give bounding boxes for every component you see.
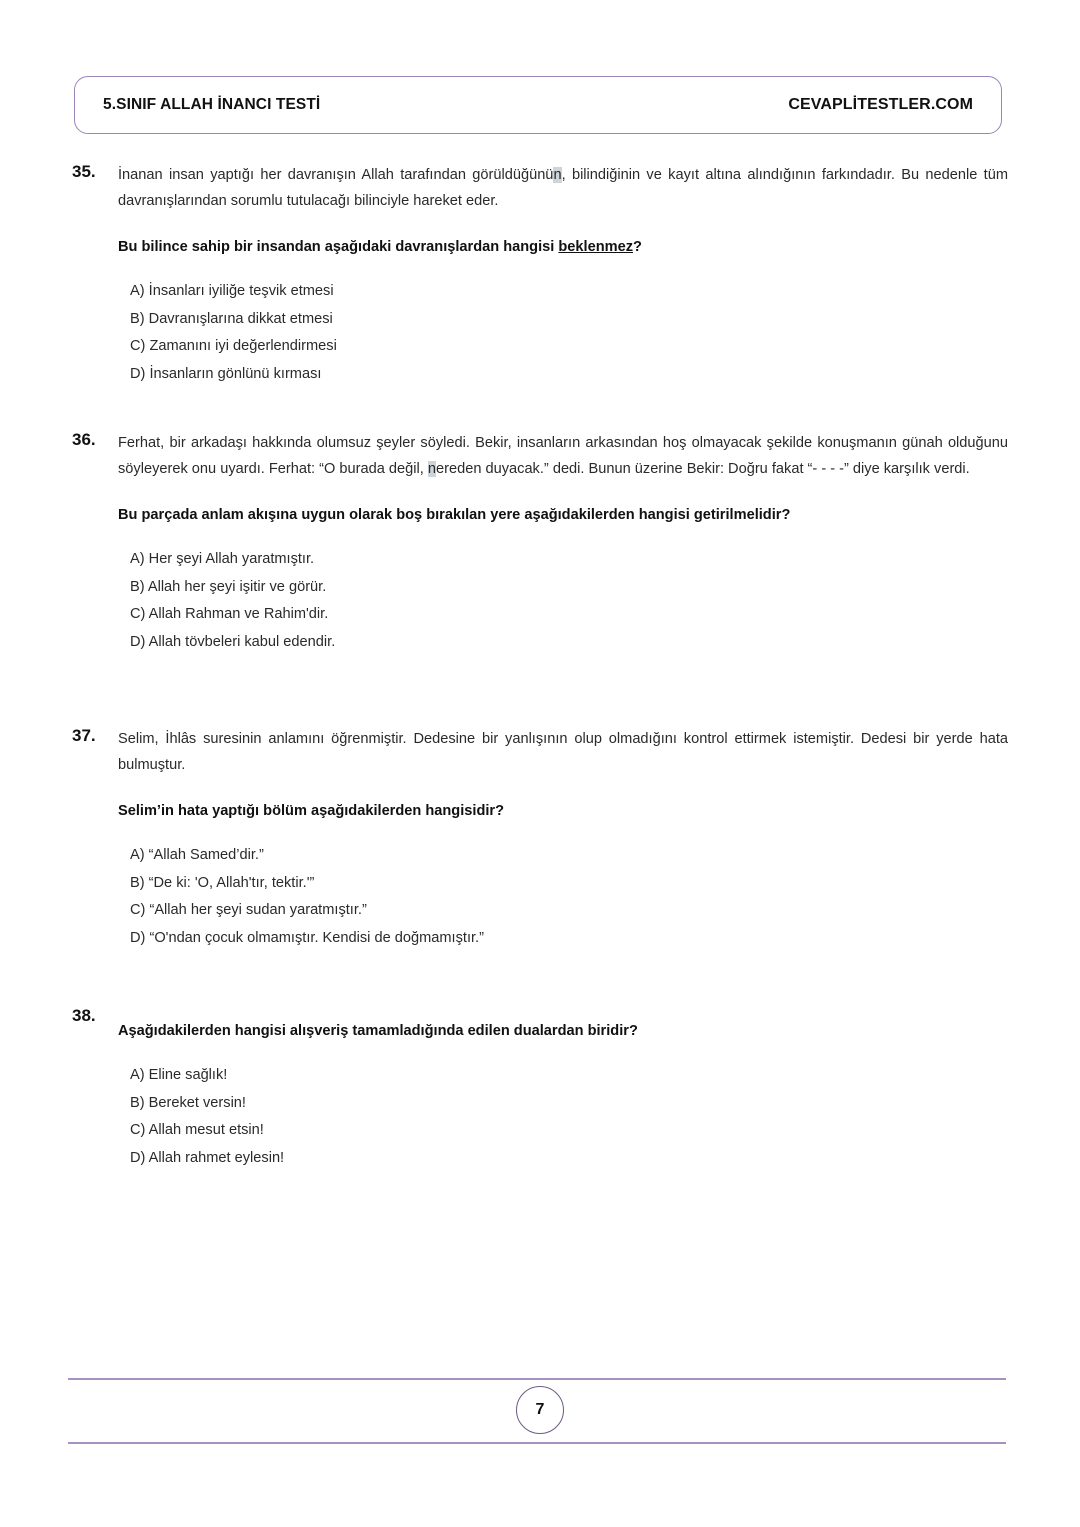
stem-highlight: n <box>427 461 436 477</box>
site-brand: CEVAPLİTESTLER.COM <box>788 96 973 113</box>
prompt-text: Aşağıdakilerden hangisi alışveriş tamamladığında edilen dualardan biridir? <box>118 1023 638 1039</box>
question-38 <box>72 1006 1008 1172</box>
page-header <box>74 76 1002 134</box>
question-number: 35. <box>72 162 96 181</box>
question-stem <box>118 430 1008 482</box>
prompt-text: Bu parçada anlam akışına uygun olarak boş bırakılan yere aşağıdakilerden hangisi getirilmelidir? <box>118 507 791 523</box>
option-a[interactable]: A) Her şeyi Allah yaratmıştır. <box>130 551 315 567</box>
answer-options <box>118 1062 1008 1172</box>
question-body <box>118 1020 1008 1172</box>
option-a[interactable]: A) “Allah Samed’dir.” <box>130 847 264 863</box>
stem-text-part2: , bilindiğinin ve kayıt altına alındığının farkındadır. Bu nedenle tüm davranışlarından sorumlu tutulacağı bilinciyle hareket eder. <box>118 167 1008 209</box>
option-b[interactable]: B) Davranışlarına dikkat etmesi <box>130 310 333 327</box>
option-d[interactable]: D) Allah rahmet eylesin! <box>130 1149 285 1166</box>
option-d[interactable]: D) Allah tövbeleri kabul edendir. <box>130 633 336 650</box>
stem-text-part1: İnanan insan yaptığı her davranışın Allah tarafından görüldüğünü <box>118 167 554 183</box>
option-b[interactable]: B) Bereket versin! <box>130 1094 246 1111</box>
option-a[interactable]: A) Eline sağlık! <box>130 1067 228 1083</box>
prompt-text: Bu bilince sahip bir insandan aşağıdaki davranışlardan hangisi <box>118 239 559 255</box>
question-35 <box>72 162 1008 388</box>
question-body <box>118 726 1008 952</box>
question-number: 37. <box>72 726 96 745</box>
question-stem <box>118 162 1008 214</box>
option-b[interactable]: B) Allah her şeyi işitir ve görür. <box>130 578 327 595</box>
option-c[interactable]: C) Zamanını iyi değerlendirmesi <box>130 338 337 354</box>
question-number: 38. <box>72 1006 96 1025</box>
answer-options <box>118 546 1008 656</box>
option-c[interactable]: C) Allah Rahman ve Rahim'dir. <box>130 606 329 622</box>
stem-text-part1: Selim, İhlâs suresinin anlamını öğrenmiştir. Dedesine bir yanlışının olup olmadığını kontrol ettirmek istemiştir. Dedesi bir yerde hata bulmuştur. <box>118 731 1008 773</box>
question-37 <box>72 726 1008 952</box>
question-36 <box>72 430 1008 656</box>
page-title: 5.SINIF ALLAH İNANCI TESTİ <box>103 96 321 113</box>
prompt-suffix: ? <box>633 239 642 255</box>
option-d[interactable]: D) İnsanların gönlünü kırması <box>130 365 322 382</box>
prompt-emphasis: beklenmez <box>558 239 633 255</box>
prompt-text: Selim’in hata yaptığı bölüm aşağıdakilerden hangisidir? <box>118 803 505 819</box>
stem-highlight: n <box>553 167 562 183</box>
stem-text-part1: Ferhat, bir arkadaşı hakkında olumsuz şeyler söyledi. Bekir, insanların arkasından hoş olmayacak şekilde konuşmanın günah olduğunu söyleyerek onu uyardı. Ferhat: “O burada değil, <box>118 435 1008 477</box>
question-stem <box>118 726 1008 778</box>
page-footer <box>0 1378 1080 1468</box>
footer-rule-bottom <box>68 1442 1006 1444</box>
question-number: 36. <box>72 430 96 449</box>
answer-options <box>118 842 1008 952</box>
question-body <box>118 430 1008 656</box>
option-c[interactable]: C) Allah mesut etsin! <box>130 1122 264 1138</box>
question-body <box>118 162 1008 388</box>
question-prompt <box>118 504 1008 526</box>
question-prompt <box>118 1020 1008 1042</box>
answer-options <box>118 278 1008 388</box>
stem-text-part2: ereden duyacak.” dedi. Bunun üzerine Bekir: Doğru fakat “- - - -” diye karşılık verdi. <box>436 461 970 477</box>
option-b[interactable]: B) “De ki: 'O, Allah'tır, tektir.'” <box>130 874 315 891</box>
question-prompt <box>118 800 1008 822</box>
question-prompt <box>118 236 1008 258</box>
option-c[interactable]: C) “Allah her şeyi sudan yaratmıştır.” <box>130 902 367 918</box>
option-d[interactable]: D) “O'ndan çocuk olmamıştır. Kendisi de doğmamıştır.” <box>130 929 484 946</box>
footer-rule-top <box>68 1378 1006 1380</box>
option-a[interactable]: A) İnsanları iyiliğe teşvik etmesi <box>130 283 334 299</box>
page-number-badge: 7 <box>516 1386 564 1434</box>
